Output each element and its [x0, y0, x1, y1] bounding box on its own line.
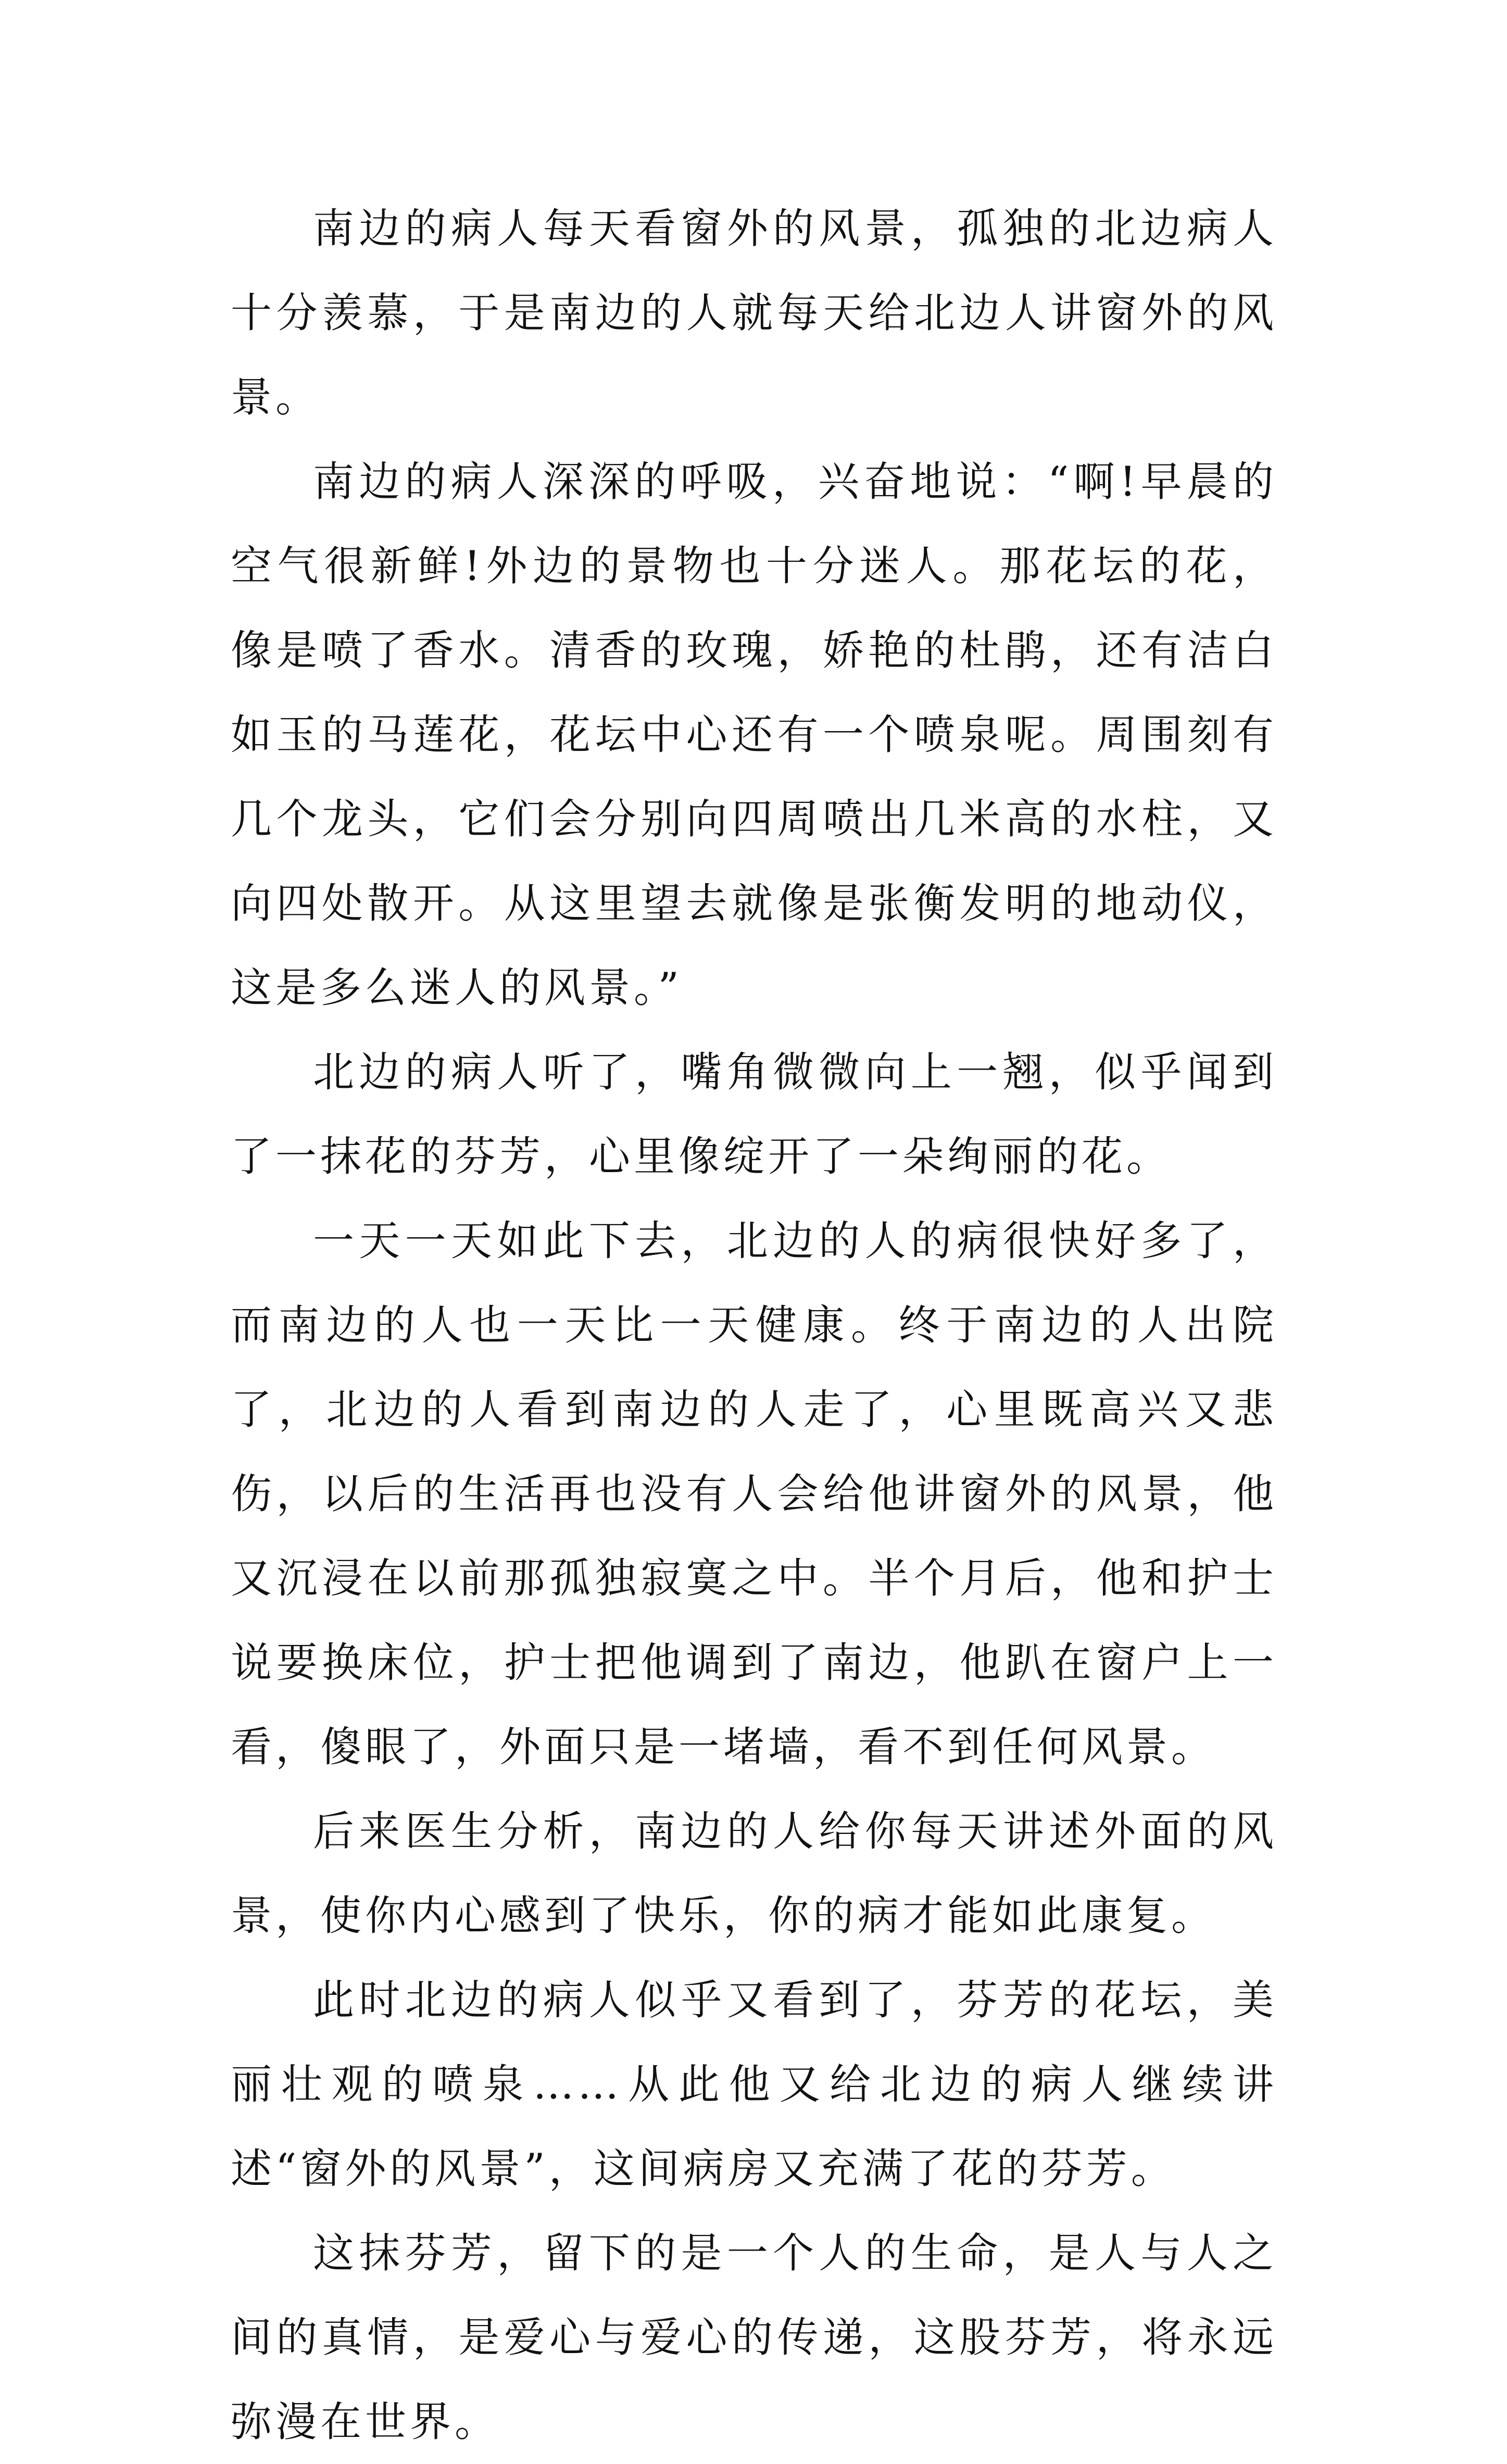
paragraph-7: 这抹芬芳，留下的是一个人的生命，是人与人之间的真情，是爱心与爱心的传递，这股芬芳，将永远弥漫在世界。 — [231, 2229, 1277, 2446]
paragraph-3: 北边的病人听了，嘴角微微向上一翘，似乎闻到了一抹花的芬芳，心里像绽开了一朵绚丽的花。 — [231, 1048, 1277, 1180]
body-text — [231, 186, 1277, 2464]
paragraph-5: 后来医生分析，南边的人给你每天讲述外面的风景，使你内心感到了快乐，你的病才能如此康复。 — [231, 1807, 1277, 1940]
paragraph-1: 南边的病人每天看窗外的风景，孤独的北边病人十分羡慕，于是南边的人就每天给北边人讲窗外的风景。 — [231, 205, 1277, 421]
paragraph-6: 此时北边的病人似乎又看到了，芬芳的花坛，美丽壮观的喷泉……从此他又给北边的病人继续讲述“窗外的风景”，这间病房又充满了花的芬芳。 — [231, 1976, 1277, 2193]
paragraph-4: 一天一天如此下去，北边的人的病很快好多了，而南边的人也一天比一天健康。终于南边的人出院了，北边的人看到南边的人走了，心里既高兴又悲伤，以后的生活再也没有人会给他讲窗外的风景，他又沉浸在以前那孤独寂寞之中。半个月后，他和护士说要换床位，护士把他调到了南边，他趴在窗户上一看，傻眼了，外面只是一堵墙，看不到任何风景。 — [231, 1217, 1277, 1771]
paragraph-2: 南边的病人深深的呼吸，兴奋地说：“啊!早晨的空气很新鲜!外边的景物也十分迷人。那花坛的花，像是喷了香水。清香的玫瑰，娇艳的杜鹃，还有洁白如玉的马莲花，花坛中心还有一个喷泉呢。周围刻有几个龙头，它们会分别向四周喷出几米高的水柱，又向四处散开。从这里望去就像是张衡发明的地动仪，这是多么迷人的风景。” — [231, 458, 1277, 1012]
